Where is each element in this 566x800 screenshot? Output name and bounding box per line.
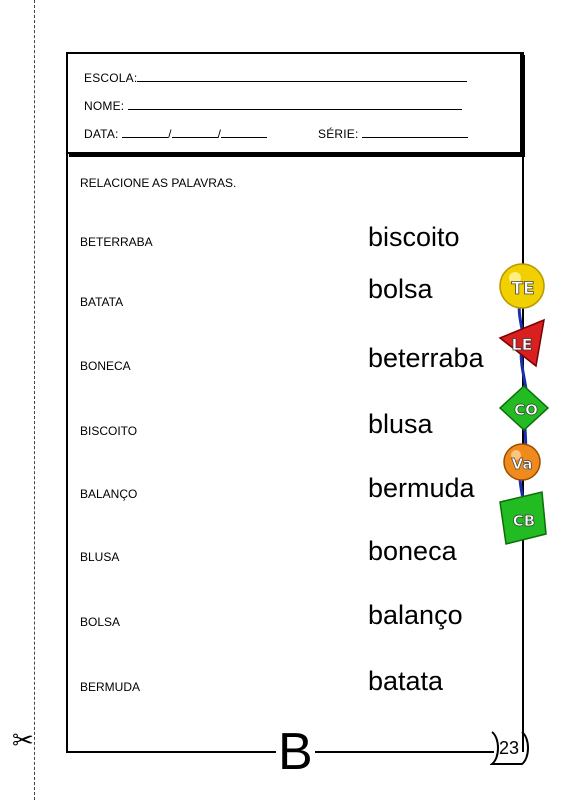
badge-text: TE xyxy=(511,279,535,299)
name-blank[interactable] xyxy=(128,98,462,110)
date-month-blank[interactable] xyxy=(172,126,218,138)
syllable-badge-green xyxy=(500,386,548,430)
right-word-item[interactable]: balanço xyxy=(368,600,463,630)
school-blank[interactable] xyxy=(137,70,467,82)
left-word-item[interactable]: BISCOITO xyxy=(80,424,138,438)
student-info-box xyxy=(66,52,522,154)
date-separator: / xyxy=(217,127,222,141)
date-label: DATA: xyxy=(84,127,119,141)
school-field[interactable] xyxy=(84,70,467,85)
left-word-item[interactable]: BOLSA xyxy=(80,615,121,629)
frame-bottom-border xyxy=(66,751,276,753)
left-word-item[interactable]: BETERRABA xyxy=(80,235,153,249)
right-word-item[interactable]: biscoito xyxy=(368,222,460,252)
syllable-chain-decoration xyxy=(496,258,556,558)
left-word-item[interactable]: BALANÇO xyxy=(80,487,138,501)
cut-line xyxy=(34,0,35,800)
badge-text: Va xyxy=(511,455,533,473)
school-label: ESCOLA: xyxy=(84,71,138,85)
right-word-item[interactable]: bolsa xyxy=(368,274,433,304)
grade-field[interactable] xyxy=(318,126,468,141)
right-word-item[interactable]: batata xyxy=(368,666,444,696)
left-word-item[interactable]: BONECA xyxy=(80,359,131,373)
date-field[interactable] xyxy=(84,126,267,141)
left-word-item[interactable]: BATATA xyxy=(80,295,124,309)
instruction-text: RELACIONE AS PALAVRAS. xyxy=(80,176,237,190)
badge-text: CO xyxy=(514,401,538,419)
page-number: 23 xyxy=(499,738,520,758)
syllable-badge-orange xyxy=(504,444,540,480)
grade-blank[interactable] xyxy=(362,126,468,138)
left-word-item[interactable]: BLUSA xyxy=(80,550,120,564)
syllable-badge-yellow xyxy=(500,264,544,308)
date-separator: / xyxy=(168,127,172,141)
name-field[interactable] xyxy=(84,98,462,113)
badge-text: CB xyxy=(512,512,536,530)
right-word-item[interactable]: bermuda xyxy=(368,473,475,503)
page-letter: B xyxy=(278,723,313,781)
date-day-blank[interactable] xyxy=(122,126,168,138)
scissors-icon: ✂ xyxy=(12,726,34,756)
name-label: NOME: xyxy=(84,99,125,113)
right-word-item[interactable]: beterraba xyxy=(368,343,484,373)
date-year-blank[interactable] xyxy=(221,126,267,138)
grade-label: SÉRIE: xyxy=(318,127,359,141)
right-word-item[interactable]: blusa xyxy=(368,409,433,439)
worksheet-frame xyxy=(66,52,524,752)
frame-bottom-border xyxy=(314,751,494,753)
right-word-item[interactable]: boneca xyxy=(368,536,457,566)
badge-text: LE xyxy=(511,335,533,354)
left-word-item[interactable]: BERMUDA xyxy=(80,680,141,694)
syllable-badge-green-square xyxy=(500,492,546,544)
